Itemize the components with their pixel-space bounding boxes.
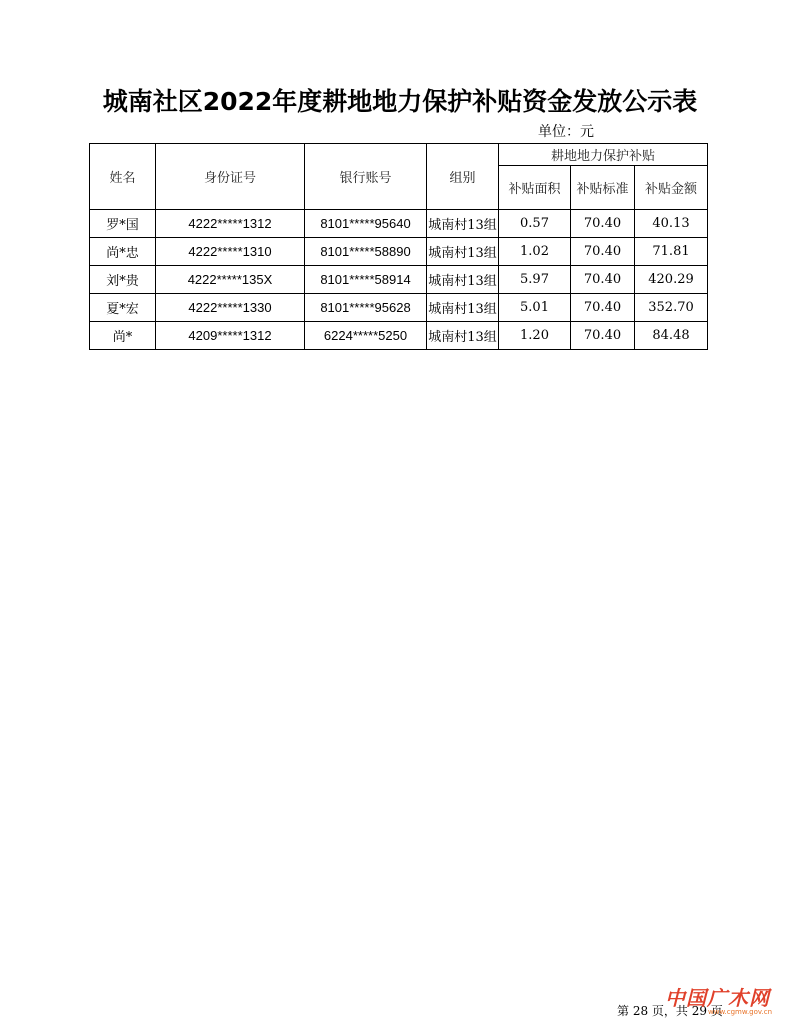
- table-row: [90, 238, 708, 266]
- cell-amount: 352.70: [635, 294, 708, 322]
- cell-id: 4222*****135X: [156, 266, 305, 294]
- cell-bank: 6224*****5250: [305, 322, 427, 350]
- cell-name: 尚*忠: [90, 238, 156, 266]
- cell-standard: 70.40: [571, 266, 635, 294]
- cell-area: 1.20: [499, 322, 571, 350]
- cell-group: 城南村13组: [427, 294, 499, 322]
- cell-name: 罗*国: [90, 210, 156, 238]
- cell-standard: 70.40: [571, 238, 635, 266]
- watermark-url: www.cgmw.gov.cn: [708, 1008, 773, 1016]
- cell-area: 5.97: [499, 266, 571, 294]
- cell-amount: 71.81: [635, 238, 708, 266]
- header-id: 身份证号: [156, 144, 305, 210]
- cell-area: 1.02: [499, 238, 571, 266]
- header-standard: 补贴标准: [571, 166, 635, 210]
- cell-standard: 70.40: [571, 294, 635, 322]
- cell-group: 城南村13组: [427, 322, 499, 350]
- cell-name: 尚*: [90, 322, 156, 350]
- cell-group: 城南村13组: [427, 266, 499, 294]
- table-row: [90, 266, 708, 294]
- subsidy-table: [89, 143, 708, 350]
- cell-id: 4222*****1330: [156, 294, 305, 322]
- cell-amount: 84.48: [635, 322, 708, 350]
- cell-group: 城南村13组: [427, 238, 499, 266]
- cell-standard: 70.40: [571, 210, 635, 238]
- table-row: [90, 322, 708, 350]
- cell-bank: 8101*****95628: [305, 294, 427, 322]
- cell-id: 4222*****1312: [156, 210, 305, 238]
- cell-id: 4222*****1310: [156, 238, 305, 266]
- cell-amount: 40.13: [635, 210, 708, 238]
- cell-bank: 8101*****58890: [305, 238, 427, 266]
- header-group: 组别: [427, 144, 499, 210]
- page-title: 城南社区2022年度耕地地力保护补贴资金发放公示表: [102, 87, 698, 116]
- cell-bank: 8101*****58914: [305, 266, 427, 294]
- watermark-logo: 中国广木网: [665, 986, 770, 1010]
- table-row: [90, 294, 708, 322]
- cell-area: 0.57: [499, 210, 571, 238]
- cell-name: 刘*贵: [90, 266, 156, 294]
- header-bank: 银行账号: [305, 144, 427, 210]
- cell-area: 5.01: [499, 294, 571, 322]
- cell-bank: 8101*****95640: [305, 210, 427, 238]
- header-area: 补贴面积: [499, 166, 571, 210]
- table-row: [90, 210, 708, 238]
- unit-label: 单位：元: [538, 124, 594, 140]
- cell-name: 夏*宏: [90, 294, 156, 322]
- cell-group: 城南村13组: [427, 210, 499, 238]
- page-number: 第 28 页，共 29 页: [617, 1004, 723, 1018]
- header-amount: 补贴金额: [635, 166, 708, 210]
- cell-standard: 70.40: [571, 322, 635, 350]
- header-subsidy-group: 耕地地力保护补贴: [499, 144, 708, 166]
- cell-id: 4209*****1312: [156, 322, 305, 350]
- cell-amount: 420.29: [635, 266, 708, 294]
- header-name: 姓名: [90, 144, 156, 210]
